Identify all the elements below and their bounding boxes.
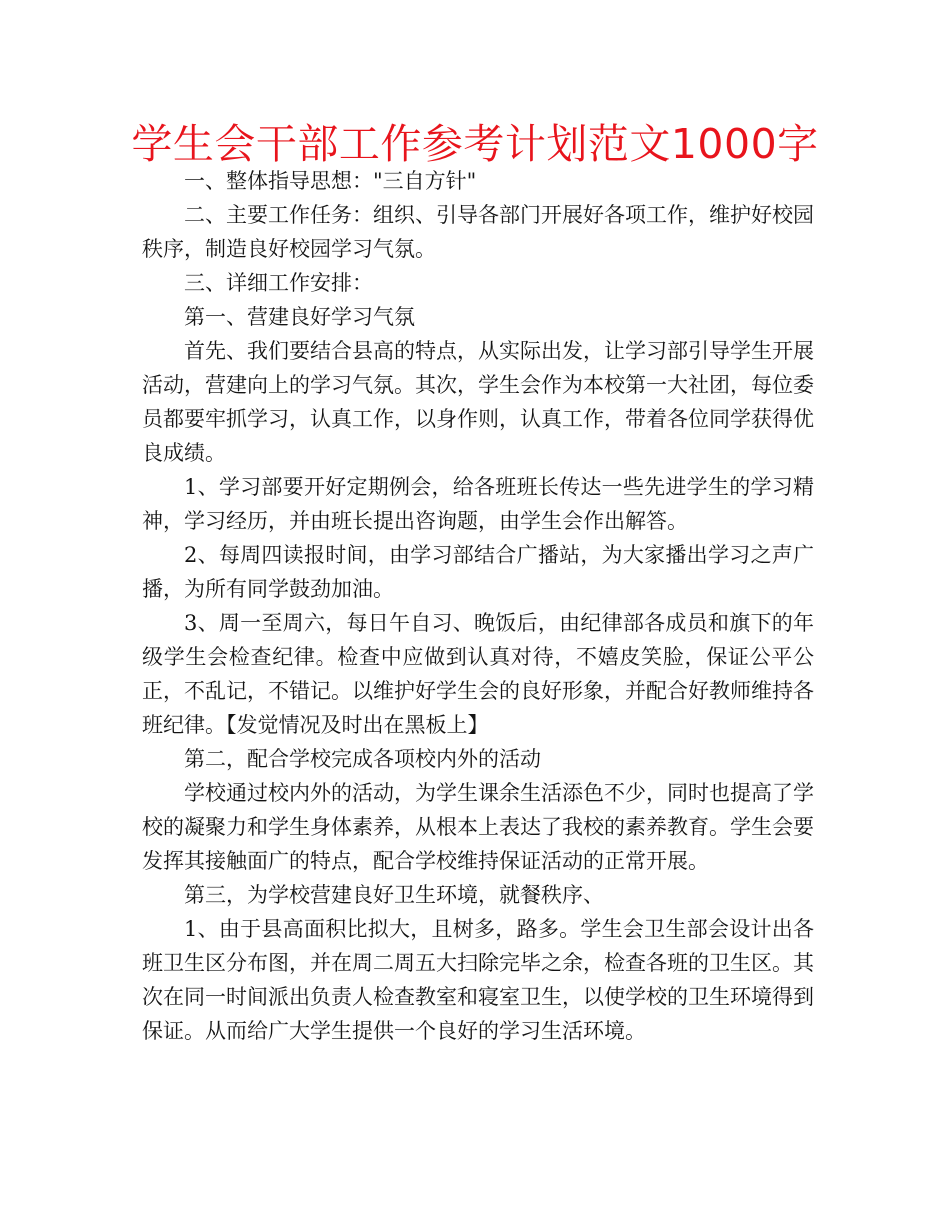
- paragraph-item-1-meetings: 1、学习部要开好定期例会，给各班班长传达一些先进学生的学习精神，学习经历，并由班长提出咨询题，由学生会作出解答。: [142, 475, 814, 533]
- paragraph-study-atmosphere: 首先、我们要结合县高的特点，从实际出发，让学习部引导学生开展活动，营建向上的学习气氛。其次，学生会作为本校第一大社团，每位委员都要牢抓学习，认真工作，以身作则，认真工作，带着各位同学获得优良成绩。: [142, 339, 814, 465]
- section-heading-study-atmosphere: 第一、营建良好学习气氛: [184, 305, 415, 329]
- paragraph-item-2-broadcast: 2、每周四读报时间，由学习部结合广播站，为大家播出学习之声广播，为所有同学鼓劲加油。: [142, 543, 814, 601]
- paragraph-main-tasks: 二、主要工作任务：组织、引导各部门开展好各项工作，维护好校园秩序，制造良好校园学习气氛。: [142, 203, 814, 261]
- paragraph-work-arrangement: 三、详细工作安排：: [184, 271, 373, 295]
- paragraph-item-3-discipline: 3、周一至周六，每日午自习、晚饭后，由纪律部各成员和旗下的年级学生会检查纪律。检查中应做到认真对待，不嬉皮笑脸，保证公平公正，不乱记，不错记。以维护好学生会的良好形象，并配合好教师维持各班纪律。【发觉情况及时出在黑板上】: [142, 611, 814, 737]
- paragraph-item-1-hygiene: 1、由于县高面积比拟大，且树多，路多。学生会卫生部会设计出各班卫生区分布图，并在周二周五大扫除完毕之余，检查各班的卫生区。其次在同一时间派出负责人检查教室和寝室卫生，以使学校的卫生环境得到保证。从而给广大学生提供一个良好的学习生活环境。: [142, 917, 814, 1043]
- section-heading-school-activities: 第二，配合学校完成各项校内外的活动: [184, 747, 541, 771]
- document-body: [142, 164, 814, 1048]
- document-title: 学生会干部工作参考计划范文1000字: [131, 120, 819, 168]
- section-heading-hygiene: 第三，为学校营建良好卫生环境，就餐秩序、: [184, 883, 604, 907]
- paragraph-guiding-thought: 一、整体指导思想："三自方针": [184, 169, 477, 193]
- paragraph-school-activities: 学校通过校内外的活动，为学生课余生活添色不少，同时也提高了学校的凝聚力和学生身体素养，从根本上表达了我校的素养教育。学生会要发挥其接触面广的特点，配合学校维持保证活动的正常开展。: [142, 781, 814, 873]
